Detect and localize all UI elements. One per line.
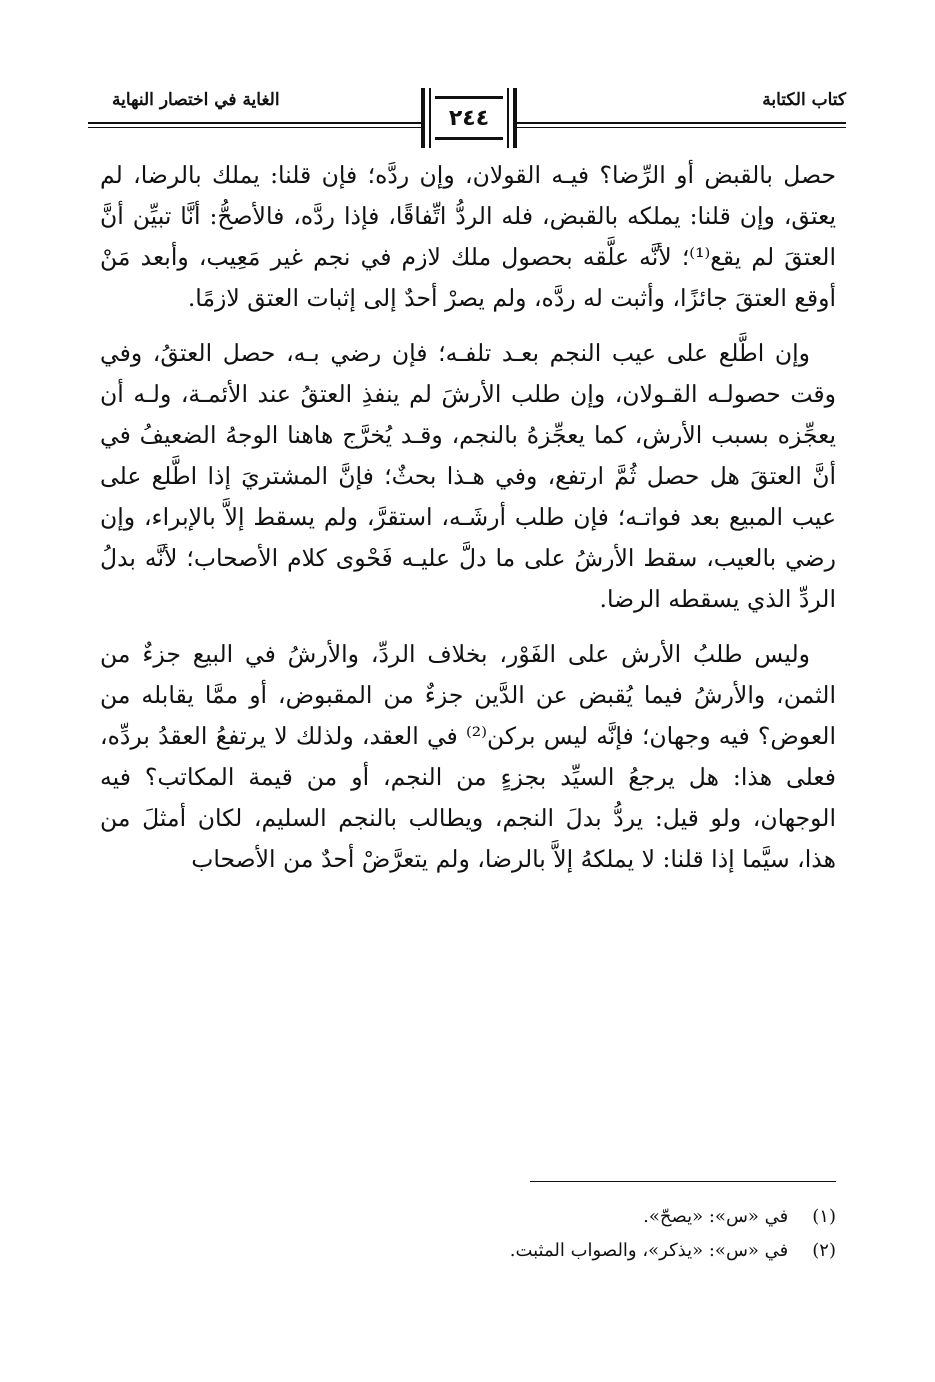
main-text xyxy=(100,155,836,880)
paragraph-2: وإن اطَّلع على عيب النجم بعـد تلفـه؛ فإن رضي بـه، حصل العتقُ، وفي وقت حصولـه القـولان، وإن طلب الأرشَ لم ينفذِ العتقُ عند الأئمـة، ولـه أن يعجِّزه بسبب الأرش، كما يعجِّزهُ بالنجم، وقـد يُخرَّج هاهنا الوجهُ الضعيفُ في أنَّ العتقَ هل حصل ثُمَّ ارتفع، وفي هـذا بحثٌ؛ فإنَّ المشتريَ إذا اطَّلع على عيب المبيع بعد فواتـه؛ فإن طلب أرشَـه، استقرَّ، ولم يسقط إلاَّ بالإبراء، وإن رضي بالعيب، سقط الأرشُ على ما دلَّ عليـه فَحْوى كلام الأصحاب؛ لأنَّه بدلُ الردِّ الذي يسقطه الرضا. xyxy=(100,339,836,613)
footnote-text: في «س»: «يصحّ». xyxy=(643,1206,789,1227)
page-number: ٢٤٤ xyxy=(448,106,490,131)
footnote-number: (٢) xyxy=(812,1240,836,1261)
footnotes xyxy=(100,1200,836,1268)
paragraph-3: وليس طلبُ الأرش على الفَوْر، بخلاف الردِّ، والأرشُ في البيع جزءٌ من الثمن، والأرشُ فيما يُقبض عن الدَّين جزءٌ من المقبوض، أو ممَّا يقابله من العوض؟ فيه وجهان؛ فإنَّه ليس بركن⁽²⁾ في العقد، ولذلك لا يرتفعُ العقدُ بردِّه، فعلى هذا: هل يرجعُ السيِّد بجزءٍ من النجم، أو من قيمة المكاتب؟ فيه الوجهان، ولو قيل: يردُّ بدلَ النجم، ويطالب بالنجم السليم، لكان أمثلَ من هذا، سيَّما إذا قلنا: لا يملكهُ إلاَّ بالرضا، ولم يتعرَّضْ أحدٌ من الأصحاب xyxy=(100,640,836,873)
page-number-frame xyxy=(421,88,517,148)
footnote-text: في «س»: «يذكر»، والصواب المثبت. xyxy=(509,1240,789,1261)
footnote-separator xyxy=(530,1181,836,1182)
footnote-2 xyxy=(100,1234,836,1268)
book-title: الغاية في اختصار النهاية xyxy=(112,90,280,110)
footnote-1 xyxy=(100,1200,836,1234)
footnote-number: (١) xyxy=(812,1206,836,1227)
paragraph-1: حصل بالقبض أو الرِّضا؟ فيـه القولان، وإن ردَّه؛ فإن قلنا: يملك بالرضا، لم يعتق، وإن قلنا: يملكه بالقبض، فله الردُّ اتِّفاقًا، فإذا ردَّه، فالأصحُّ: أنَّا تبيِّن أنَّ العتقَ لم يقع⁽¹⁾؛ لأنَّه علَّقه بحصول ملك لازم في نجم غير مَعِيب، وأبعد مَنْ أوقع العتقَ جائزًا، وأثبت له ردَّه، ولم يصرْ أحدٌ إلى إثبات العتق لازمًا. xyxy=(100,161,836,312)
running-header xyxy=(88,84,846,154)
book-section-title: كتاب الكتابة xyxy=(762,90,846,110)
